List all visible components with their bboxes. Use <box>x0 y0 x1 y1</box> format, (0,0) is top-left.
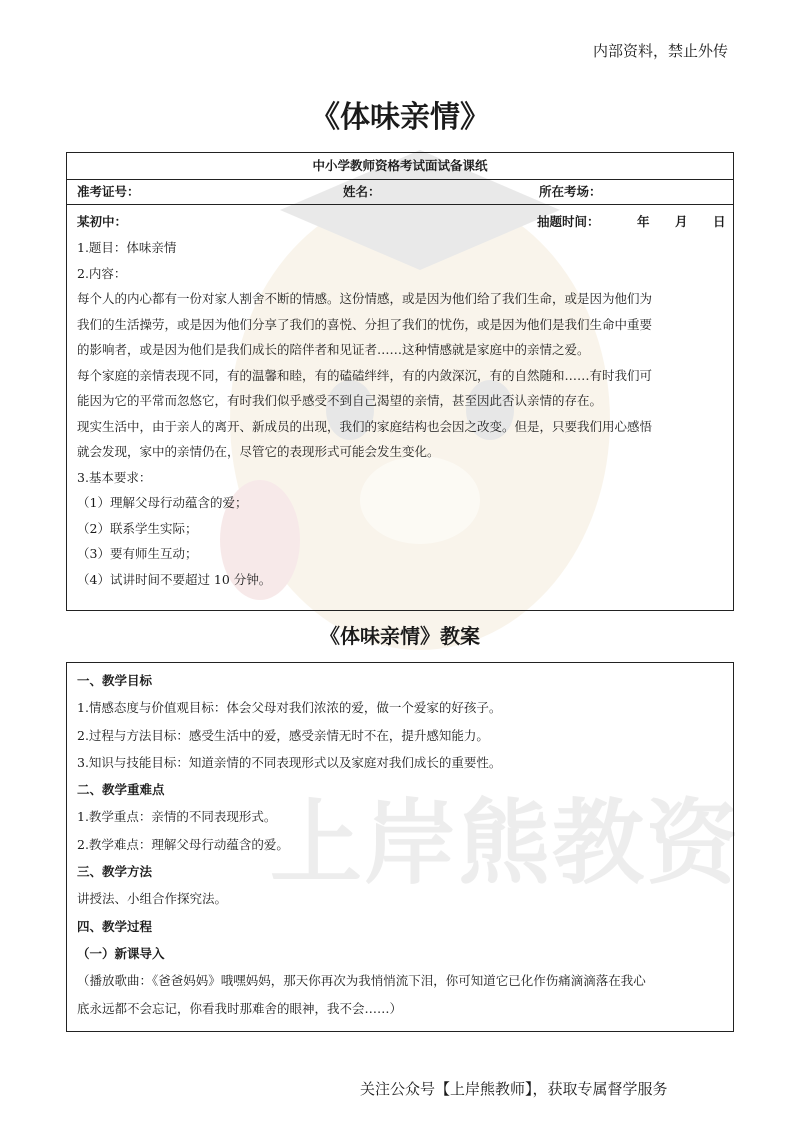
month-label: 月 <box>675 214 688 229</box>
draw-time-label: 抽题时间： <box>537 214 600 229</box>
lesson-plan-title: 《体味亲情》教案 <box>320 624 480 648</box>
plan-line: 1.情感态度与价值观目标：体会父母对我们浓浓的爱，做一个爱家的好孩子。 <box>77 700 502 716</box>
form-lines <box>77 235 723 592</box>
prep-form <box>66 152 734 611</box>
form-line: （2）联系学生实际； <box>77 520 198 536</box>
form-line: 我们的生活操劳，或是因为他们分享了我们的喜悦、分担了我们的忧伤，或是因为他们是我们生命中重要 <box>77 316 653 332</box>
form-line: 就会发现，家中的亲情仍在，尽管它的表现形式可能会发生变化。 <box>77 444 440 459</box>
form-line: 的影响者，或是因为他们是我们成长的陪伴者和见证者……这种情感就是家庭中的亲情之爱。 <box>77 342 590 357</box>
plan-line: 2.教学难点：理解父母行动蕴含的爱。 <box>77 836 289 852</box>
lesson-plan-content <box>67 663 741 1022</box>
form-line: （1）理解父母行动蕴含的爱； <box>77 495 248 510</box>
document-title: 《体味亲情》 <box>310 100 490 135</box>
plan-heading: 一、教学目标 <box>77 673 153 688</box>
form-line: 1.题目：体味亲情 <box>77 240 177 255</box>
year-label: 年 <box>637 214 650 229</box>
form-line: 能因为它的平常而忽悠它，有时我们似乎感受不到自己渴望的亲情，甚至因此否认亲情的存在。 <box>77 393 603 408</box>
exam-id-label: 准考证号： <box>77 184 140 199</box>
plan-line: 3.知识与技能目标：知道亲情的不同表现形式以及家庭对我们成长的重要性。 <box>77 754 502 770</box>
form-line: 现实生活中，由于亲人的离开、新成员的出现，我们的家庭结构也会因之改变。但是，只要我们用心感悟 <box>77 418 653 434</box>
plan-heading: 二、教学重难点 <box>77 782 165 798</box>
form-line: （4）试讲时间不要超过 10 分钟。 <box>77 571 272 587</box>
watermark-text: 上岸熊教资 <box>270 790 741 897</box>
plan-heading: 三、教学方法 <box>77 864 153 880</box>
form-line: （3）要有师生互动； <box>77 546 198 561</box>
form-line: 每个家庭的亲情表现不同，有的温馨和睦，有的磕磕绊绊，有的内敛深沉，有的自然随和……有时我们可 <box>77 367 653 383</box>
plan-line: （播放歌曲：《爸爸妈妈》哦嘿妈妈，那天你再次为我悄悄流下泪，你可知道它已化作伤痛滴滴落在我心 <box>77 973 646 989</box>
school-label: 某初中： <box>77 214 128 229</box>
form-title: 中小学教师资格考试面试备课纸 <box>67 153 733 180</box>
plan-line: 底永远都不会忘记，你看我时那难舍的眼神，我不会……） <box>77 1000 403 1016</box>
candidate-info-row <box>67 180 733 205</box>
form-line: 2.内容： <box>77 265 127 281</box>
form-content <box>67 205 733 592</box>
day-label: 日 <box>713 214 726 229</box>
venue-label: 所在考场： <box>539 184 602 199</box>
lesson-plan-box <box>66 662 741 1032</box>
form-line: 每个人的内心都有一份对家人割舍不断的情感。这份情感，或是因为他们给了我们生命，或是因为他们为 <box>77 291 653 306</box>
school-date-row <box>77 209 726 235</box>
form-line: 3.基本要求： <box>77 469 152 485</box>
plan-line: 2.过程与方法目标：感受生活中的爱，感受亲情无时不在，提升感知能力。 <box>77 727 489 743</box>
plan-line: 1.教学重点：亲情的不同表现形式。 <box>77 809 277 825</box>
plan-heading: 四、教学过程 <box>77 918 153 934</box>
internal-note: 内部资料，禁止外传 <box>592 42 728 60</box>
plan-line: 讲授法、小组合作探究法。 <box>77 891 228 907</box>
plan-heading: （一）新课导入 <box>77 945 165 961</box>
name-label: 姓名： <box>343 184 381 199</box>
footer-note: 关注公众号【上岸熊教师】，获取专属督学服务 <box>360 1080 668 1098</box>
